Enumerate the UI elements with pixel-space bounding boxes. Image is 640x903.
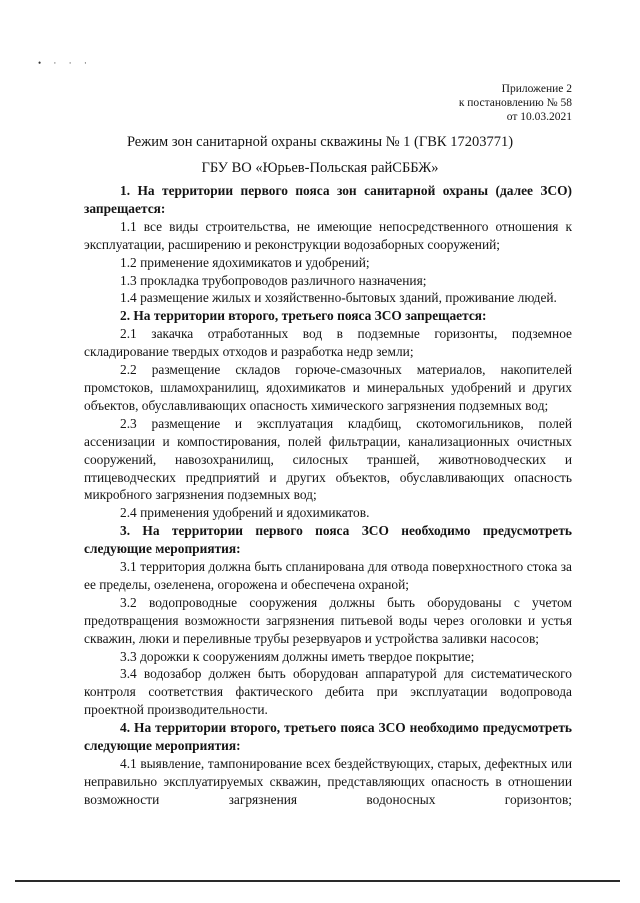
list-item: 3.3 дорожки к сооружениям должны иметь твердое покрытие;	[120, 648, 475, 664]
appendix-reference	[459, 82, 572, 124]
page-bottom-rule	[15, 880, 620, 882]
list-item: 3.1 территория должна быть спланирована для отвода поверхностного стока за ее пределы, озеленена, огорожена и обеспечена охраной;	[84, 559, 572, 592]
document-subtitle: ГБУ ВО «Юрьев-Польская райСББЖ»	[201, 160, 439, 176]
section-heading: 3. На территории первого пояса ЗСО необходимо предусмотреть следующие мероприятия:	[84, 523, 572, 557]
list-item: 1.1 все виды строительства, не имеющие непосредственного отношения к эксплуатации, расширению и реконструкции водозаборных сооружений;	[84, 218, 572, 252]
list-item: 1.2 применение ядохимикатов и удобрений;	[120, 254, 370, 270]
section-heading: 2. На территории второго, третьего пояса ЗСО запрещается:	[120, 308, 487, 324]
list-item: 2.4 применения удобрений и ядохимикатов.	[120, 505, 370, 521]
list-item: 4.1 выявление, тампонирование всех бездействующих, старых, дефектных или неправильно эксплуатируемых скважин, представляющих опасность в отношении возможности загрязнения водоносных горизонтов;	[84, 756, 572, 807]
list-item: 2.3 размещение и эксплуатация кладбищ, скотомогильников, полей ассенизации и компостирования, полей фильтрации, канализационных очистных сооружений, навозохранилищ, силосных траншей, животноводческих и птицеводческих предприятий и других объектов, обуславливающих опасность микробного загрязнения подземных вод;	[84, 415, 572, 503]
list-item: 1.3 прокладка трубопроводов различного назначения;	[120, 272, 427, 288]
list-item: 3.2 водопроводные сооружения должны быть оборудованы с учетом предотвращения возможности загрязнения питьевой воды через оголовки и устья скважин, люки и переливные трубы резервуаров и устройства заливки насосов;	[84, 594, 572, 646]
appendix-line: от 10.03.2021	[506, 111, 572, 123]
list-item: 2.2 размещение складов горюче-смазочных материалов, накопителей промстоков, шламохранилищ, ядохимикатов и минеральных удобрений и других объектов, обуславливающих опасность химического загрязнения подземных вод;	[84, 362, 572, 413]
document-title: Режим зон санитарной охраны скважины № 1 (ГВК 17203771)	[126, 134, 514, 150]
section-heading: 1. На территории первого пояса зон санитарной охраны (далее ЗСО) запрещается:	[84, 183, 572, 216]
list-item: 2.1 закачка отработанных вод в подземные горизонты, подземное складирование твердых отходов и разработка недр земли;	[84, 326, 572, 360]
appendix-line: Приложение 2	[501, 83, 572, 95]
section-heading: 4. На территории второго, третьего пояса ЗСО необходимо предусмотреть следующие мероприятия:	[84, 720, 572, 754]
scan-artifact-dots: • · · ·	[38, 58, 92, 68]
document-body	[84, 182, 572, 809]
appendix-line: к постановлению № 58	[458, 97, 572, 109]
list-item: 3.4 водозабор должен быть оборудован аппаратурой для систематического контроля соответствия фактического дебита при эксплуатации водопровода проектной производительности.	[84, 666, 572, 718]
list-item: 1.4 размещение жилых и хозяйственно-бытовых зданий, проживание людей.	[120, 290, 557, 306]
